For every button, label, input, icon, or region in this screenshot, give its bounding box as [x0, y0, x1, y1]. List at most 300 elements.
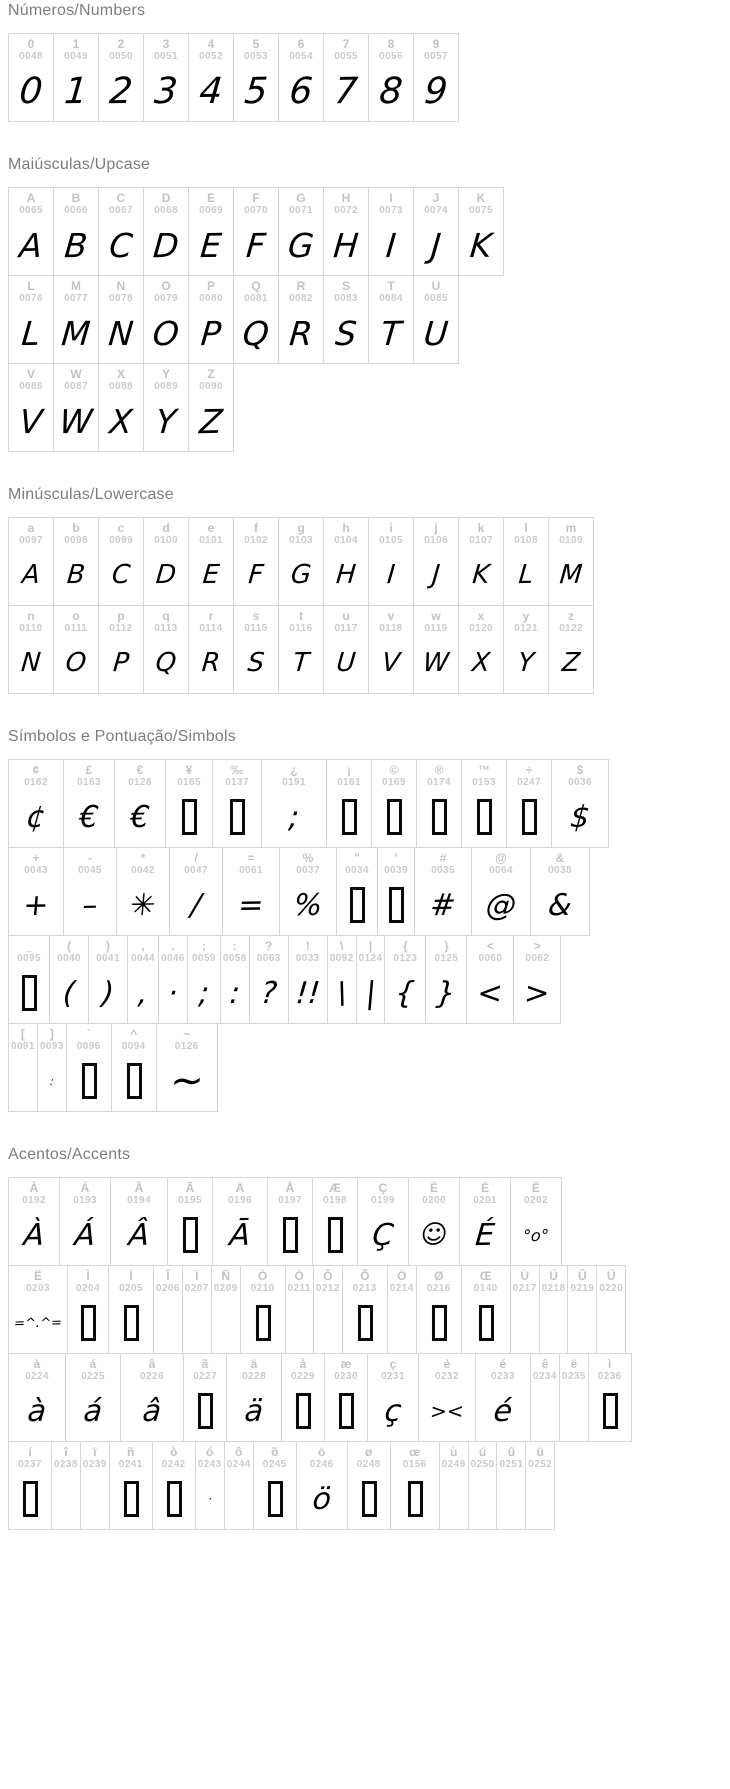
- cell-char-label: Ó: [294, 1269, 304, 1283]
- glyph-cell: [211, 1265, 241, 1354]
- cell-unicode-code: 0196: [228, 1195, 252, 1206]
- missing-glyph-box: [126, 1063, 141, 1099]
- glyph-cell: [327, 935, 357, 1024]
- glyph-cell: [98, 363, 144, 452]
- glyph-cell: [510, 1265, 540, 1354]
- cell-char-label: i: [389, 521, 393, 535]
- cell-char-label: Ò: [257, 1269, 268, 1283]
- glyph-cell: [458, 187, 504, 276]
- glyph-row: [8, 1441, 632, 1530]
- cell-unicode-code: 0074: [424, 205, 448, 216]
- glyph-cell: [188, 605, 234, 694]
- cell-unicode-code: 0247: [517, 777, 541, 788]
- glyph-cell: [413, 605, 459, 694]
- cell-char-label: à: [33, 1357, 41, 1371]
- cell-char-label: f: [254, 521, 258, 535]
- cell-char-label: \: [339, 939, 344, 953]
- cell-glyph: X: [470, 647, 492, 679]
- cell-char-label: ñ: [127, 1445, 135, 1459]
- cell-char-label: M: [71, 279, 81, 293]
- cell-unicode-code: 0156: [402, 1459, 427, 1470]
- cell-char-label: !: [305, 939, 310, 953]
- glyph-cell: [461, 1265, 511, 1354]
- cell-unicode-code: 0104: [334, 535, 358, 546]
- cell-glyph: Z: [560, 647, 582, 679]
- cell-glyph: L: [20, 313, 42, 353]
- cell-char-label: Y: [161, 367, 170, 381]
- cell-char-label: d: [162, 521, 170, 535]
- cell-char-label: ç: [389, 1357, 397, 1371]
- glyph-cell: [53, 275, 99, 364]
- glyph-row: [8, 187, 504, 276]
- cell-unicode-code: 0236: [597, 1371, 622, 1382]
- cell-unicode-code: 0242: [161, 1459, 186, 1470]
- section-lowercase: [8, 486, 730, 694]
- missing-glyph-area: [342, 1295, 387, 1352]
- glyph-cell: [183, 1353, 227, 1442]
- cell-unicode-code: 0084: [379, 293, 403, 304]
- cell-char-label: W: [70, 367, 82, 381]
- cell-glyph: L: [517, 559, 535, 591]
- glyph-row: [8, 605, 594, 694]
- glyph-cell: [416, 1265, 462, 1354]
- cell-glyph: O: [151, 313, 181, 353]
- cell-unicode-code: 0213: [352, 1283, 377, 1294]
- cell-char-label: Œ: [479, 1269, 492, 1283]
- cell-char-label: Ö: [397, 1269, 407, 1283]
- missing-glyph-area: [507, 789, 552, 846]
- cell-char-label: â: [148, 1357, 156, 1371]
- cell-glyph: [182, 1295, 211, 1351]
- cell-unicode-code: 0083: [334, 293, 358, 304]
- cell-char-label: ¡: [347, 763, 351, 777]
- glyph-cell: [233, 517, 279, 606]
- glyph-cell: [313, 1265, 343, 1354]
- cell-char-label: Á: [80, 1181, 90, 1195]
- glyph-cell: [588, 1353, 632, 1442]
- cell-char-label: Ù: [520, 1269, 529, 1283]
- cell-char-label: ë: [570, 1357, 578, 1371]
- glyph-cell: [278, 605, 324, 694]
- cell-unicode-code: 0209: [213, 1283, 238, 1294]
- glyph-row: [8, 847, 609, 936]
- cell-glyph: K: [468, 225, 494, 265]
- cell-glyph: É: [473, 1217, 497, 1253]
- cell-glyph: 6: [287, 70, 315, 112]
- cell-unicode-code: 0068: [154, 205, 178, 216]
- cell-unicode-code: 0080: [199, 293, 223, 304]
- cell-glyph: ><: [429, 1398, 465, 1424]
- cell-glyph: [497, 1471, 526, 1527]
- cell-char-label: ó: [206, 1445, 214, 1459]
- glyph-cell: [127, 935, 159, 1024]
- section-heading: Símbolos e Pontuação/Simbols: [8, 728, 236, 745]
- glyph-cell: [278, 33, 324, 122]
- cell-glyph: [539, 1295, 568, 1351]
- cell-glyph: (: [61, 975, 77, 1011]
- cell-glyph: Z: [197, 401, 225, 441]
- cell-char-label: k: [477, 521, 485, 535]
- cell-unicode-code: 0112: [109, 623, 133, 634]
- cell-unicode-code: 0079: [154, 293, 178, 304]
- glyph-cell: [461, 759, 507, 848]
- section-numbers: [8, 2, 730, 122]
- cell-unicode-code: 0239: [82, 1459, 107, 1470]
- cell-unicode-code: 0092: [329, 953, 354, 964]
- cell-glyph: Y: [516, 647, 536, 679]
- cell-glyph: [211, 1295, 240, 1351]
- cell-char-label: É: [480, 1181, 489, 1195]
- missing-glyph-box: [338, 1393, 353, 1429]
- cell-glyph: [80, 1471, 109, 1527]
- cell-char-label: w: [431, 609, 441, 623]
- cell-glyph: F: [247, 559, 265, 591]
- cell-char-label: ä: [250, 1357, 258, 1371]
- cell-unicode-code: 0099: [109, 535, 133, 546]
- glyph-cell: [8, 1265, 68, 1354]
- cell-glyph: ;: [197, 975, 211, 1011]
- glyph-cell: [108, 1265, 154, 1354]
- glyph-cell: [152, 1441, 196, 1530]
- cell-unicode-code: 0087: [64, 381, 88, 392]
- missing-glyph-area: [327, 789, 372, 846]
- cell-unicode-code: 0125: [434, 953, 459, 964]
- cell-glyph: [313, 1295, 342, 1351]
- cell-char-label: @: [495, 851, 507, 865]
- glyph-cell: [458, 517, 504, 606]
- cell-char-label: V: [26, 367, 35, 381]
- glyph-cell: [530, 1353, 560, 1442]
- cell-unicode-code: 0117: [334, 623, 358, 634]
- glyph-grid: [8, 760, 609, 1112]
- cell-char-label: ü: [536, 1445, 544, 1459]
- cell-glyph: Ç: [370, 1217, 396, 1253]
- glyph-cell: [503, 517, 549, 606]
- glyph-cell: [158, 935, 188, 1024]
- cell-char-label: ã: [201, 1357, 209, 1371]
- glyph-cell: [496, 1441, 526, 1530]
- cell-char-label: Û: [578, 1269, 587, 1283]
- glyph-cell: [224, 1441, 254, 1530]
- cell-glyph: ,: [136, 975, 150, 1011]
- cell-char-label: N: [116, 279, 126, 293]
- missing-glyph-box: [602, 1393, 617, 1429]
- cell-unicode-code: 0232: [435, 1371, 459, 1382]
- cell-char-label: F: [252, 191, 260, 205]
- missing-glyph-box: [282, 1217, 297, 1253]
- missing-glyph-box: [80, 1305, 95, 1341]
- cell-glyph: 7: [332, 70, 360, 112]
- glyph-cell: [261, 759, 327, 848]
- cell-char-label: B: [71, 191, 81, 205]
- cell-char-label: Å: [285, 1181, 295, 1195]
- glyph-cell: [384, 935, 426, 1024]
- cell-glyph: U: [335, 647, 357, 679]
- glyph-cell: [525, 1441, 555, 1530]
- cell-unicode-code: 0122: [559, 623, 583, 634]
- cell-glyph: {: [394, 975, 417, 1011]
- cell-unicode-code: 0243: [197, 1459, 222, 1470]
- cell-unicode-code: 0121: [514, 623, 538, 634]
- missing-glyph-box: [295, 1393, 310, 1429]
- glyph-cell: [367, 1353, 419, 1442]
- glyph-cell: [98, 187, 144, 276]
- missing-glyph-box: [267, 1481, 282, 1517]
- cell-unicode-code: 0233: [491, 1371, 515, 1382]
- cell-glyph: ✳: [128, 887, 158, 923]
- cell-char-label: l: [524, 521, 528, 535]
- glyph-cell: [8, 605, 54, 694]
- cell-unicode-code: 0231: [381, 1371, 405, 1382]
- cell-unicode-code: 0116: [289, 623, 313, 634]
- cell-glyph: %: [292, 887, 324, 923]
- missing-glyph-area: [390, 1471, 439, 1528]
- cell-char-label: I: [389, 191, 393, 205]
- glyph-cell: [323, 275, 369, 364]
- cell-char-label: ): [106, 939, 110, 953]
- missing-glyph-box: [81, 1063, 96, 1099]
- glyph-cell: [439, 1441, 469, 1530]
- cell-glyph: ¢: [24, 799, 48, 835]
- cell-glyph: ·: [207, 1491, 213, 1507]
- cell-char-label: Ê: [531, 1181, 540, 1195]
- glyph-cell: [53, 517, 99, 606]
- cell-glyph: I: [384, 225, 398, 265]
- cell-unicode-code: 0198: [323, 1195, 347, 1206]
- cell-unicode-code: 0054: [289, 51, 313, 62]
- missing-glyph-area: [9, 965, 50, 1022]
- cell-char-label: Ì: [86, 1269, 90, 1283]
- glyph-cell: [459, 1177, 511, 1266]
- cell-char-label: ~: [183, 1027, 191, 1041]
- cell-unicode-code: 0046: [161, 953, 185, 964]
- cell-char-label: A: [26, 191, 36, 205]
- missing-glyph-box: [123, 1481, 138, 1517]
- cell-unicode-code: 0109: [559, 535, 583, 546]
- glyph-cell: [110, 1177, 168, 1266]
- cell-glyph: F: [244, 225, 268, 265]
- cell-char-label: <: [486, 939, 494, 953]
- cell-char-label: Ç: [378, 1181, 388, 1195]
- cell-char-label: Ë: [33, 1269, 42, 1283]
- cell-unicode-code: 0051: [154, 51, 178, 62]
- missing-glyph-area: [337, 877, 378, 934]
- cell-char-label: ¥: [185, 763, 193, 777]
- cell-char-label: 1: [72, 37, 80, 51]
- cell-glyph: ç: [383, 1393, 403, 1429]
- cell-unicode-code: 0052: [199, 51, 223, 62]
- cell-char-label: x: [477, 609, 485, 623]
- cell-char-label: Ä: [235, 1181, 245, 1195]
- cell-glyph: M: [60, 313, 92, 353]
- glyph-cell: [371, 759, 417, 848]
- glyph-cell: [169, 847, 223, 936]
- missing-glyph-box: [388, 887, 403, 923]
- cell-unicode-code: 0165: [177, 777, 201, 788]
- cell-char-label: Q: [251, 279, 261, 293]
- cell-char-label: K: [476, 191, 486, 205]
- missing-glyph-area: [378, 877, 415, 934]
- glyph-cell: [63, 847, 117, 936]
- cell-unicode-code: 0111: [64, 623, 88, 634]
- cell-unicode-code: 0073: [379, 205, 403, 216]
- glyph-cell: [368, 605, 414, 694]
- cell-unicode-code: 0224: [25, 1371, 49, 1382]
- cell-unicode-code: 0058: [222, 953, 247, 964]
- cell-char-label: Â: [134, 1181, 144, 1195]
- cell-char-label: Õ: [360, 1269, 370, 1283]
- cell-char-label: D: [161, 191, 171, 205]
- cell-unicode-code: 0094: [121, 1041, 146, 1052]
- glyph-cell: [323, 517, 369, 606]
- glyph-cell: [143, 363, 189, 452]
- cell-unicode-code: 0107: [469, 535, 493, 546]
- cell-char-label: =: [247, 851, 255, 865]
- cell-unicode-code: 0234: [533, 1371, 557, 1382]
- glyph-cell: [312, 1177, 358, 1266]
- glyph-cell: [323, 187, 369, 276]
- glyph-row: [8, 759, 609, 848]
- missing-glyph-box: [341, 799, 356, 835]
- cell-char-label: €: [136, 763, 144, 777]
- glyph-cell: [416, 759, 462, 848]
- cell-unicode-code: 0252: [528, 1459, 553, 1470]
- glyph-cell: [249, 935, 289, 1024]
- glyph-cell: [413, 33, 459, 122]
- glyph-cell: [551, 759, 609, 848]
- cell-char-label: È: [429, 1181, 438, 1195]
- cell-glyph: I: [385, 559, 397, 591]
- cell-char-label: m: [565, 521, 577, 535]
- glyph-cell: [143, 33, 189, 122]
- cell-char-label: 7: [342, 37, 350, 51]
- glyph-cell: [413, 275, 459, 364]
- cell-char-label: Ø: [434, 1269, 444, 1283]
- cell-char-label: Ü: [606, 1269, 616, 1283]
- glyph-cell: [120, 1353, 184, 1442]
- cell-char-label: R: [296, 279, 306, 293]
- cell-unicode-code: 0078: [109, 293, 133, 304]
- glyph-cell: [357, 1177, 409, 1266]
- glyph-row: [8, 1265, 632, 1354]
- missing-glyph-area: [66, 1053, 111, 1110]
- glyph-cell: [390, 1441, 440, 1530]
- glyph-cell: [8, 1441, 52, 1530]
- cell-char-label: Í: [129, 1269, 133, 1283]
- glyph-cell: [425, 935, 467, 1024]
- missing-glyph-box: [22, 1481, 37, 1517]
- cell-glyph: >: [523, 975, 552, 1011]
- glyph-cell: [548, 605, 594, 694]
- cell-unicode-code: 0218: [541, 1283, 566, 1294]
- cell-unicode-code: 0206: [156, 1283, 180, 1294]
- cell-unicode-code: 0091: [11, 1041, 35, 1052]
- cell-unicode-code: 0227: [193, 1371, 217, 1382]
- cell-char-label: û: [507, 1445, 516, 1459]
- glyph-cell: [233, 605, 279, 694]
- cell-char-label: G: [296, 191, 306, 205]
- glyph-cell: [233, 187, 279, 276]
- cell-glyph: 2: [107, 70, 135, 112]
- cell-unicode-code: 0191: [282, 777, 306, 788]
- cell-glyph: [9, 1053, 38, 1109]
- glyph-cell: [182, 1265, 212, 1354]
- glyph-cell: [59, 1177, 111, 1266]
- cell-char-label: ^: [130, 1027, 138, 1041]
- glyph-cell: [116, 847, 170, 936]
- cell-unicode-code: 0105: [379, 535, 403, 546]
- missing-glyph-area: [313, 1207, 358, 1264]
- cell-char-label: c: [117, 521, 125, 535]
- glyph-cell: [278, 187, 324, 276]
- cell-glyph: E: [198, 225, 224, 265]
- cell-char-label: Î: [166, 1269, 170, 1283]
- cell-char-label: Ñ: [221, 1269, 230, 1283]
- cell-unicode-code: 0119: [424, 623, 448, 634]
- glyph-row: [8, 935, 609, 1024]
- cell-glyph: A: [20, 559, 42, 591]
- missing-glyph-box: [407, 1481, 422, 1517]
- missing-glyph-area: [111, 1053, 156, 1110]
- cell-unicode-code: 0216: [426, 1283, 451, 1294]
- glyph-cell: [278, 275, 324, 364]
- missing-glyph-area: [166, 789, 213, 846]
- glyph-cell: [8, 33, 54, 122]
- cell-char-label: Ú: [549, 1269, 558, 1283]
- cell-unicode-code: 0106: [424, 535, 448, 546]
- glyph-cell: [37, 1023, 67, 1112]
- cell-glyph: ;: [287, 799, 301, 835]
- cell-glyph: ): [100, 975, 116, 1011]
- cell-glyph: À: [22, 1217, 46, 1253]
- cell-char-label: T: [387, 279, 395, 293]
- section-upcase: [8, 156, 730, 452]
- cell-char-label: Ï: [195, 1269, 199, 1283]
- cell-char-label: :: [232, 939, 237, 953]
- cell-unicode-code: 0203: [26, 1283, 50, 1294]
- glyph-cell: [324, 1353, 368, 1442]
- cell-unicode-code: 0120: [469, 623, 493, 634]
- missing-glyph-area: [282, 1383, 325, 1440]
- glyph-cell: [109, 1441, 153, 1530]
- cell-unicode-code: 0103: [289, 535, 313, 546]
- cell-glyph: H: [331, 225, 361, 265]
- cell-unicode-code: 0077: [64, 293, 88, 304]
- glyph-cell: [468, 1441, 498, 1530]
- cell-glyph: P: [111, 647, 131, 679]
- cell-unicode-code: 0076: [19, 293, 43, 304]
- glyph-cell: [413, 517, 459, 606]
- cell-glyph: 0: [17, 70, 45, 112]
- cell-glyph: D: [151, 225, 181, 265]
- cell-glyph: [468, 1471, 497, 1527]
- cell-char-label: [: [20, 1027, 25, 1041]
- cell-glyph: C: [110, 559, 132, 591]
- glyph-cell: [471, 847, 531, 936]
- glyph-cell: [281, 1353, 325, 1442]
- cell-char-label: å: [299, 1357, 307, 1371]
- cell-char-label: t: [299, 609, 303, 623]
- glyph-cell: [413, 187, 459, 276]
- cell-unicode-code: 0249: [441, 1459, 466, 1470]
- glyph-cell: [8, 759, 64, 848]
- missing-glyph-box: [255, 1305, 270, 1341]
- cell-unicode-code: 0126: [174, 1041, 199, 1052]
- cell-unicode-code: 0069: [199, 205, 223, 216]
- cell-unicode-code: 0200: [422, 1195, 446, 1206]
- cell-unicode-code: 0230: [334, 1371, 358, 1382]
- glyph-cell: [8, 1177, 60, 1266]
